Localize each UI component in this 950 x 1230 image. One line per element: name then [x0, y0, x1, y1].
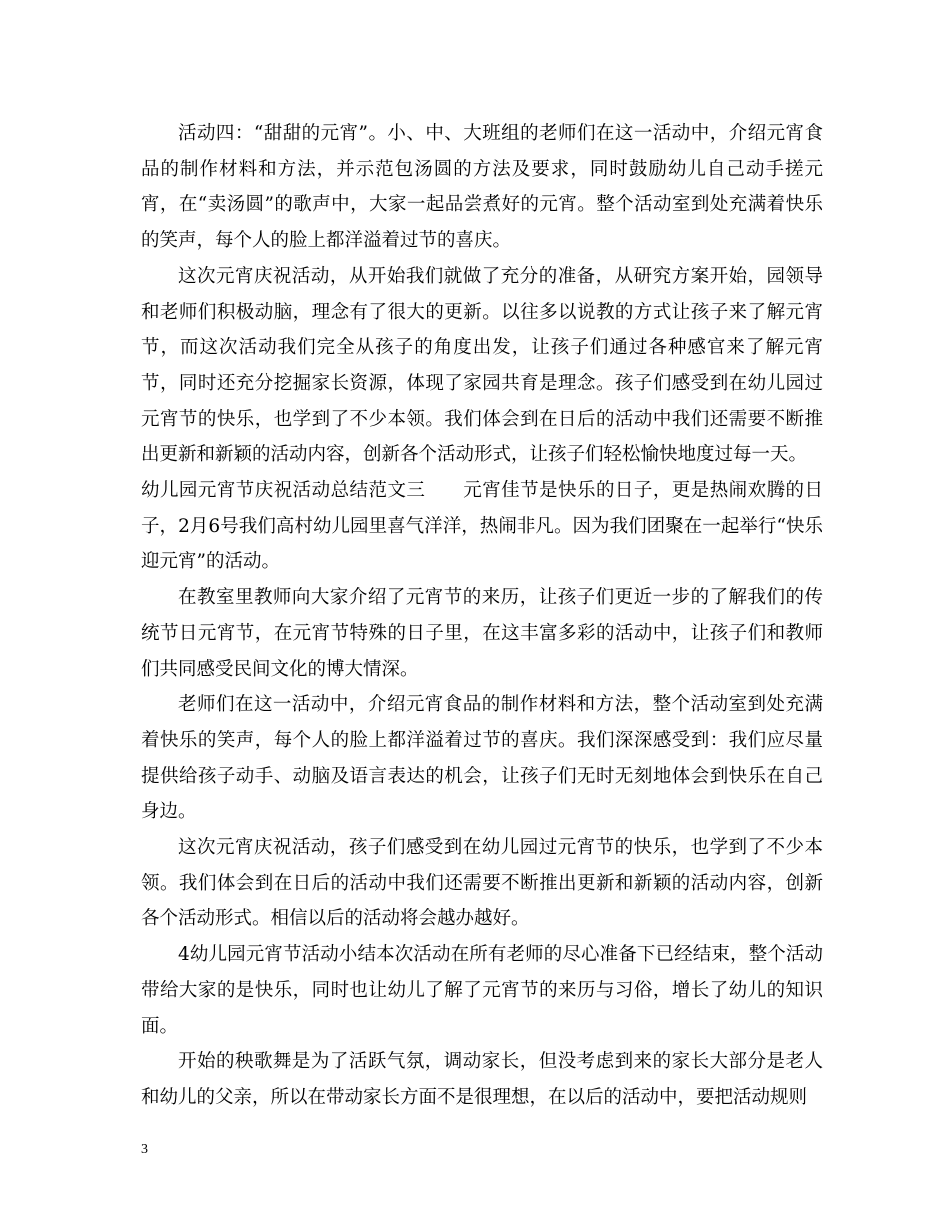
paragraph: 老师们在这一活动中，介绍元宵食品的制作材料和方法，整个活动室到处充满着快乐的笑声，每个人的脸上都洋溢着过节的喜庆。我们深深感受到：我们应尽量提供给孩子动手、动脑及语言表达的机会，让孩子们无时无刻地体会到快乐在自己身边。: [141, 694, 823, 823]
paragraph: 活动四：“甜甜的元宵”。小、中、大班组的老师们在这一活动中，介绍元宵食品的制作材料和方法，并示范包汤圆的方法及要求，同时鼓励幼儿自己动手搓元宵，在“卖汤圆”的歌声中，大家一起品尝煮好的元宵。整个活动室到处充满着快乐的笑声，每个人的脸上都洋溢着过节的喜庆。: [141, 123, 823, 252]
paragraph: 这次元宵庆祝活动，从开始我们就做了充分的准备，从研究方案开始，园领导和老师们积极动脑，理念有了很大的更新。以往多以说教的方式让孩子来了解元宵节，而这次活动我们完全从孩子的角度出发，让孩子们通过各种感官来了解元宵节，同时还充分挖掘家长资源，体现了家园共育是理念。孩子们感受到在幼儿园过元宵节的快乐，也学到了不少本领。我们体会到在日后的活动中我们还需要不断推出更新和新颖的活动内容，创新各个活动形式，让孩子们轻松愉快地度过每一天。: [141, 265, 823, 466]
paragraph: 4幼儿园元宵节活动小结本次活动在所有老师的尽心准备下已经结束，整个活动带给大家的是快乐，同时也让幼儿了解了元宵节的来历与习俗，增长了幼儿的知识面。: [141, 944, 823, 1037]
paragraph: 在教室里教师向大家介绍了元宵节的来历，让孩子们更近一步的了解我们的传统节日元宵节，在元宵节特殊的日子里，在这丰富多彩的活动中，让孩子们和教师们共同感受民间文化的博大情深。: [141, 587, 823, 680]
document-body: [141, 116, 823, 1116]
paragraph: 这次元宵庆祝活动，孩子们感受到在幼儿园过元宵节的快乐，也学到了不少本领。我们体会到在日后的活动中我们还需要不断推出更新和新颖的活动内容，创新各个活动形式。相信以后的活动将会越办越好。: [141, 837, 823, 930]
paragraph: 开始的秧歌舞是为了活跃气氛，调动家长，但没考虑到来的家长大部分是老人和幼儿的父亲，所以在带动家长方面不是很理想，在以后的活动中，要把活动规则: [141, 1051, 823, 1108]
page-number: 3: [141, 1142, 148, 1157]
paragraph: 幼儿园元宵节庆祝活动总结范文三 元宵佳节是快乐的日子，更是热闹欢腾的日子，2月6号我们高村幼儿园里喜气洋洋，热闹非凡。因为我们团聚在一起举行“快乐迎元宵”的活动。: [141, 480, 823, 573]
